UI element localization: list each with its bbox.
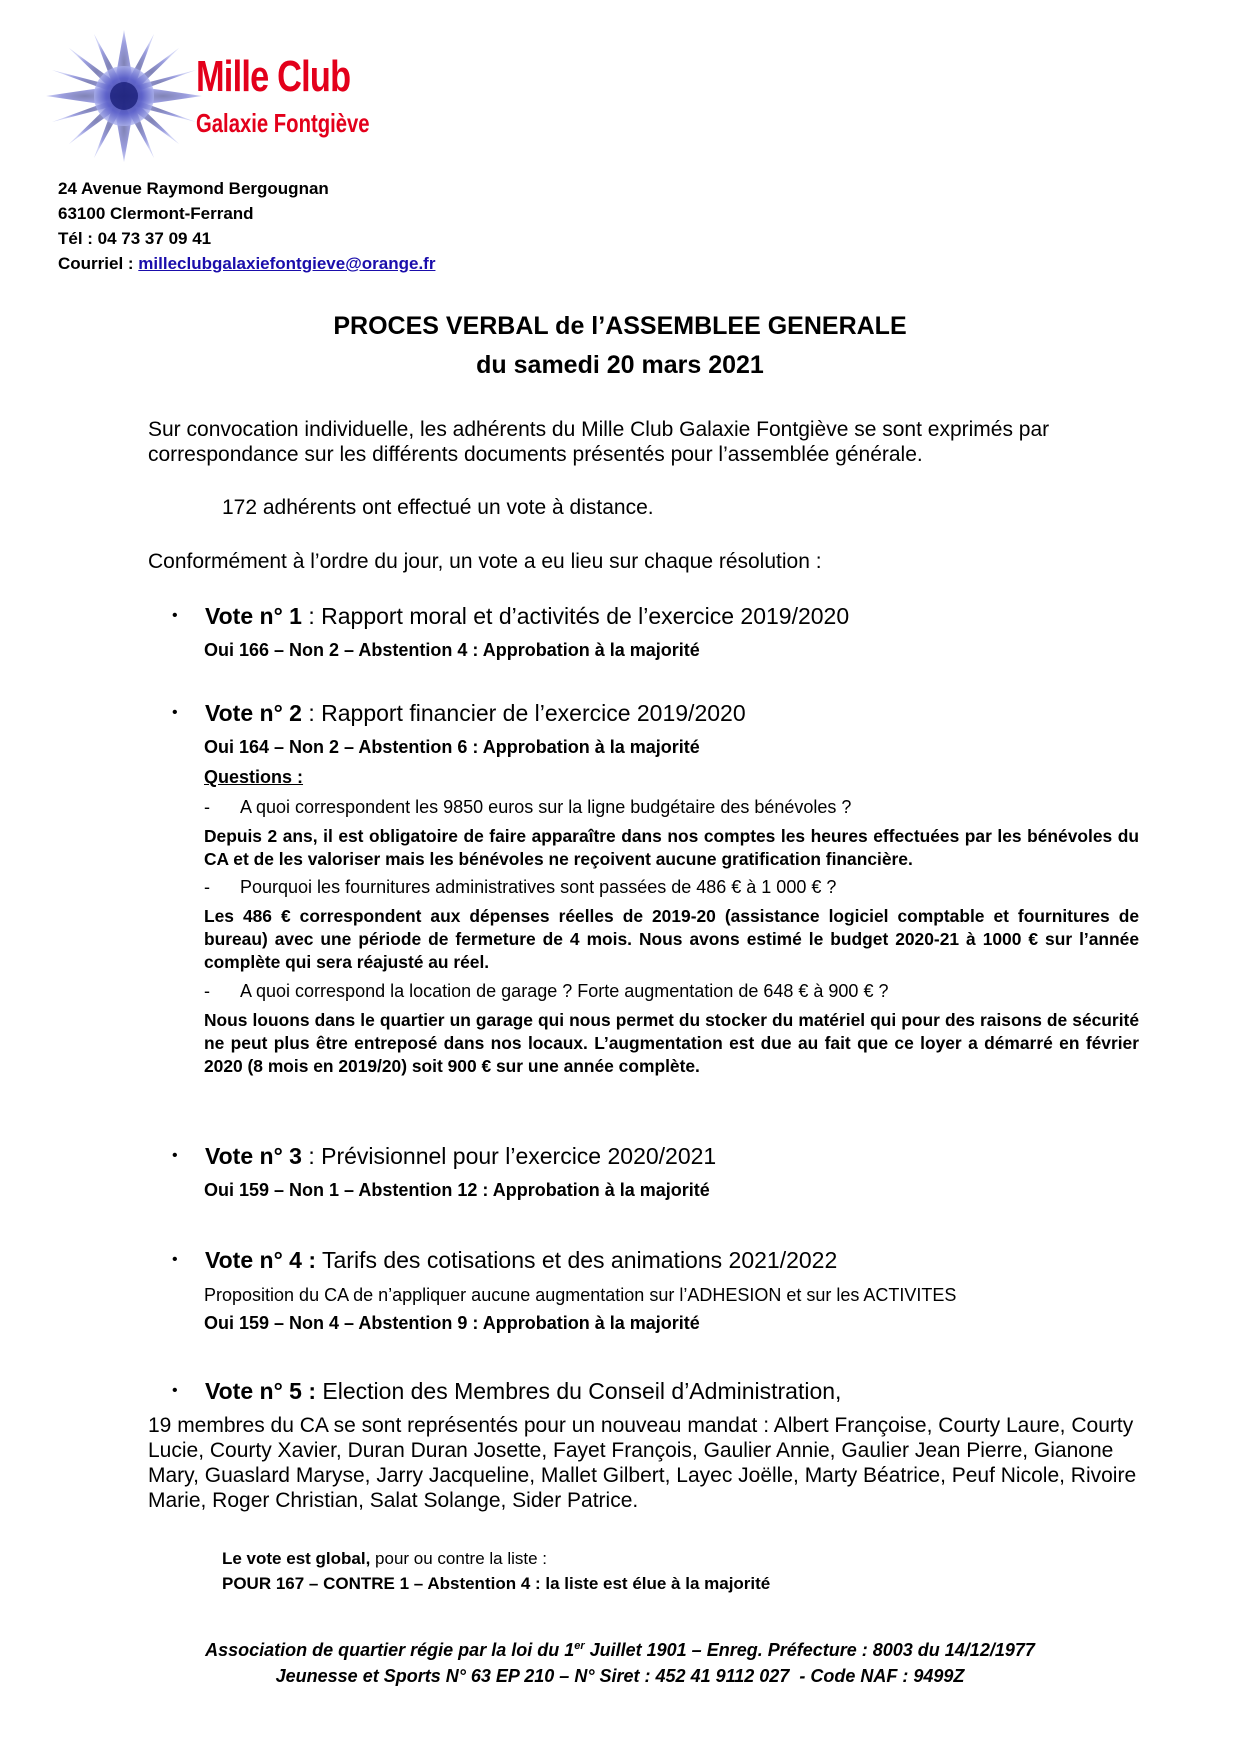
document-title: PROCES VERBAL de l’ASSEMBLEE GENERALE bbox=[333, 312, 907, 340]
vote-1-heading bbox=[172, 603, 850, 630]
vote-4-topic: Tarifs des cotisations et des animations 2021/2022 bbox=[322, 1247, 838, 1273]
global-vote-note bbox=[222, 1549, 547, 1569]
question-3-text: A quoi correspond la location de garage ? Forte augmentation de 648 € à 900 € ? bbox=[240, 981, 889, 1001]
board-members-list: 19 membres du CA se sont représentés pour un nouveau mandat : Albert Françoise, Courty Laure, Courty Lucie, Courty Xavier, Duran Duran Josette, Fayet François, Gaulier Annie, Gaulier Jean Pierre, Gianone Mary, Guaslard Maryse, Jarry Jacqueline, Mallet Gilbert, Layec Joëlle, Marty Béatrice, Peuf Nicole, Rivoire Marie, Roger Christian, Salat Solange, Sider Patrice. bbox=[148, 1414, 1137, 1512]
email-link[interactable]: milleclubgalaxiefontgieve@orange.fr bbox=[138, 254, 436, 273]
vote-4-proposal: Proposition du CA de n’appliquer aucune augmentation sur l’ADHESION et sur les ACTIVITES bbox=[204, 1285, 957, 1305]
vote-4-heading bbox=[172, 1247, 838, 1274]
questions-heading: Questions : bbox=[204, 767, 304, 787]
vote-2-heading bbox=[172, 700, 746, 727]
intro-paragraph: Sur convocation individuelle, les adhérents du Mille Club Galaxie Fontgiève se sont exprimés par correspondance sur les différents documents présentés pour l’assemblée générale. bbox=[148, 418, 1050, 466]
voters-count: 172 adhérents ont effectué un vote à distance. bbox=[222, 496, 654, 519]
vote-5-heading bbox=[172, 1378, 842, 1405]
answer-3: Nous louons dans le quartier un garage qui nous permet du stocker du matériel qui pour des raisons de sécurité ne peut plus être entreposé dans nos locaux. L’augmentation est due au fait que ce loyer a démarré en février 2020 (8 mois en 2019/20) soit 900 € sur une année complète. bbox=[204, 1010, 1139, 1076]
phone: Tél : 04 73 37 09 41 bbox=[58, 229, 212, 248]
global-vote-result: POUR 167 – CONTRE 1 – Abstention 4 : la liste est élue à la majorité bbox=[222, 1574, 771, 1593]
vote-4-label: Vote n° 4 : bbox=[205, 1247, 317, 1273]
vote-3-topic: Prévisionnel pour l’exercice 2020/2021 bbox=[321, 1143, 717, 1169]
footer-association bbox=[0, 1640, 1240, 1661]
dash-marker: - bbox=[204, 877, 210, 897]
dash-marker: - bbox=[204, 797, 210, 817]
footer-line1-b: Juillet 1901 – Enreg. Préfecture : 8003 du 14/12/1977 bbox=[584, 1640, 1035, 1660]
vote-2-sep: : bbox=[301, 700, 322, 726]
question-3 bbox=[204, 981, 888, 1002]
footer-line1-a: Association de quartier régie par la loi du 1 bbox=[205, 1640, 575, 1660]
vote-2-topic: Rapport financier de l’exercice 2019/2020 bbox=[321, 700, 746, 726]
vote-3-result: Oui 159 – Non 1 – Abstention 12 : Approbation à la majorité bbox=[204, 1180, 710, 1200]
email-label: Courriel : bbox=[58, 254, 139, 273]
answer-2: Les 486 € correspondent aux dépenses réelles de 2019-20 (assistance logiciel comptable et fournitures de bureau) avec une période de fermeture de 4 mois. Nous avons estimé le budget 2020-21 à 1000 € sur l’année complète qui sera réajusté au réel. bbox=[204, 906, 1139, 972]
vote-2-result: Oui 164 – Non 2 – Abstention 6 : Approbation à la majorité bbox=[204, 737, 700, 757]
vote-3-sep: : bbox=[301, 1143, 322, 1169]
question-2 bbox=[204, 877, 836, 898]
question-2-text: Pourquoi les fournitures administratives sont passées de 486 € à 1 000 € ? bbox=[240, 877, 837, 897]
bullet-icon: • bbox=[172, 607, 178, 624]
club-logo bbox=[44, 28, 204, 164]
vote-3-label: Vote n° 3 bbox=[205, 1143, 302, 1169]
global-vote-rest: pour ou contre la liste : bbox=[370, 1549, 548, 1568]
address-street: 24 Avenue Raymond Bergougnan bbox=[58, 179, 329, 198]
bullet-icon: • bbox=[172, 1251, 178, 1268]
bullet-icon: • bbox=[172, 1382, 178, 1399]
footer-sup: er bbox=[574, 1640, 585, 1652]
answer-1: Depuis 2 ans, il est obligatoire de faire apparaître dans nos comptes les heures effectuées par les bénévoles du CA et de les valoriser mais les bénévoles ne reçoivent aucune gratification financière. bbox=[204, 826, 1139, 869]
address-city: 63100 Clermont-Ferrand bbox=[58, 204, 254, 223]
vote-4-result: Oui 159 – Non 4 – Abstention 9 : Approbation à la majorité bbox=[204, 1313, 700, 1333]
question-1 bbox=[204, 797, 851, 818]
bullet-icon: • bbox=[172, 1147, 178, 1164]
vote-5-label: Vote n° 5 : bbox=[205, 1378, 317, 1404]
bullet-icon: • bbox=[172, 704, 178, 721]
global-vote-bold: Le vote est global, bbox=[222, 1549, 371, 1568]
dash-marker: - bbox=[204, 981, 210, 1001]
org-name: Mille Club bbox=[196, 52, 351, 101]
footer-registration: Jeunesse et Sports N° 63 EP 210 – N° Siret : 452 41 9112 027 - Code NAF : 9499Z bbox=[275, 1666, 965, 1686]
document-date: du samedi 20 mars 2021 bbox=[476, 351, 764, 379]
vote-1-sep: : bbox=[301, 603, 322, 629]
vote-1-topic: Rapport moral et d’activités de l’exercice 2019/2020 bbox=[321, 603, 850, 629]
email-line bbox=[58, 254, 435, 274]
vote-3-heading bbox=[172, 1143, 717, 1170]
question-1-text: A quoi correspondent les 9850 euros sur la ligne budgétaire des bénévoles ? bbox=[240, 797, 852, 817]
vote-5-topic: Election des Membres du Conseil d’Administration, bbox=[322, 1378, 842, 1404]
org-subtitle: Galaxie Fontgiève bbox=[196, 108, 370, 138]
vote-1-label: Vote n° 1 bbox=[205, 603, 302, 629]
vote-1-result: Oui 166 – Non 2 – Abstention 4 : Approbation à la majorité bbox=[204, 640, 700, 660]
vote-2-label: Vote n° 2 bbox=[205, 700, 302, 726]
agenda-intro: Conformément à l’ordre du jour, un vote a eu lieu sur chaque résolution : bbox=[148, 550, 822, 573]
